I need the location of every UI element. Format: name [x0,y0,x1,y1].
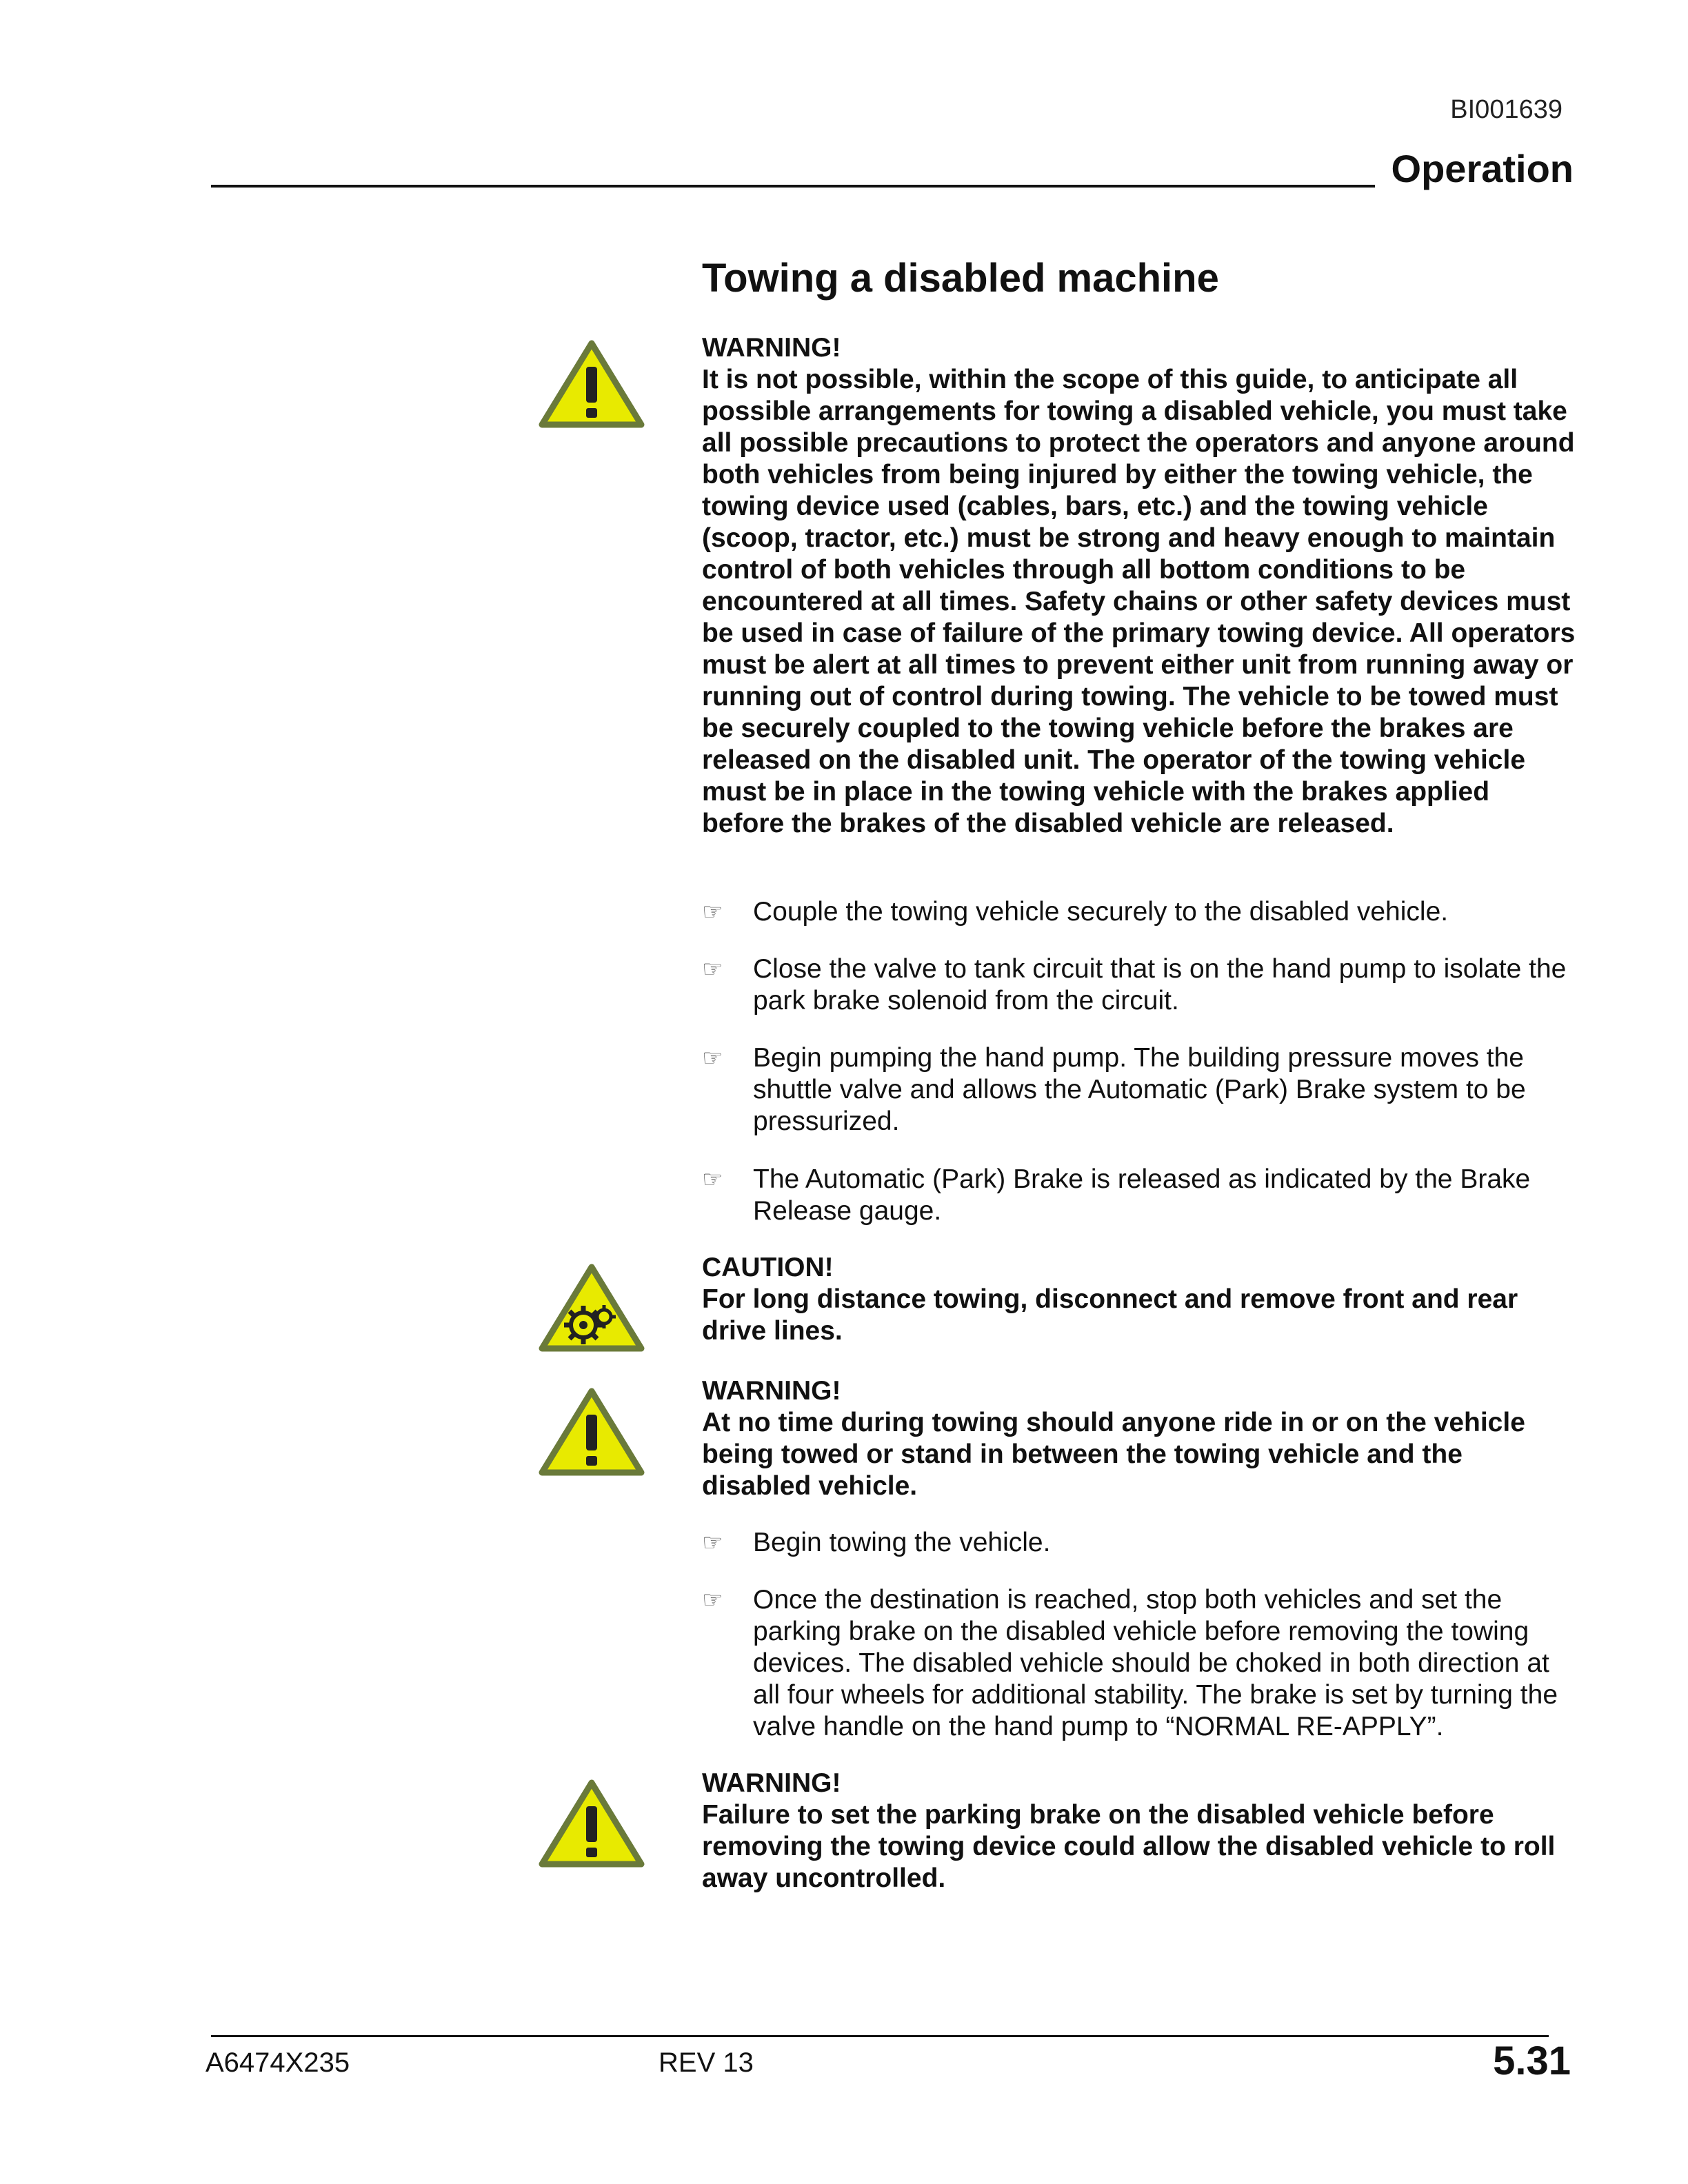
step-text: Once the destination is reached, stop both vehicles and set the parking brake on the disabled vehicle before removing the towing devices. The disabled vehicle should be choked in both direction at all four wheels for additional stability. The brake is set by turning the valve handle on the hand pump to “NORMAL RE-APPLY”. [753,1585,1558,1741]
warning-label: WARNING! [702,1768,841,1798]
pointing-hand-icon: ☞ [702,899,723,925]
warning-notice-3 [702,1768,1578,1894]
header-rule [211,185,1375,188]
step-item [702,1042,1578,1138]
step-item [702,1527,1578,1559]
footer-revision: REV 13 [659,2048,754,2078]
pointing-hand-icon: ☞ [702,956,723,982]
section-title: Operation [1391,147,1574,190]
warning-triangle-icon [538,1779,645,1871]
warning-label: WARNING! [702,333,841,363]
pointing-hand-icon: ☞ [702,1587,723,1613]
pointing-hand-icon: ☞ [702,1045,723,1071]
warning-triangle-icon [538,339,645,432]
page-title: Towing a disabled machine [702,256,1219,301]
warning-text: Failure to set the parking brake on the disabled vehicle before removing the towing device could allow the disabled vehicle to roll away uncontrolled. [702,1800,1556,1893]
warning-label: WARNING! [702,1376,841,1406]
pointing-hand-icon: ☞ [702,1530,723,1556]
page-number: 5.31 [1493,2039,1571,2083]
step-item [702,1584,1578,1743]
warning-notice-1 [702,332,1578,840]
step-text: Close the valve to tank circuit that is on the hand pump to isolate the park brake solenoid from the circuit. [753,954,1567,1015]
caution-notice [702,1252,1578,1347]
warning-text: At no time during towing should anyone ride in or on the vehicle being towed or stand in between the towing vehicle and the disabled vehicle. [702,1408,1525,1501]
pointing-hand-icon: ☞ [702,1166,723,1193]
warning-notice-2 [702,1375,1578,1502]
step-item [702,896,1578,928]
step-text: Couple the towing vehicle securely to the disabled vehicle. [753,897,1449,927]
step-item [702,953,1578,1017]
caution-gear-icon [538,1263,645,1355]
caution-text: For long distance towing, disconnect and remove front and rear drive lines. [702,1284,1518,1346]
footer-doc-number: A6474X235 [205,2048,350,2078]
step-text: The Automatic (Park) Brake is released as indicated by the Brake Release gauge. [753,1164,1531,1226]
step-item [702,1164,1578,1227]
warning-triangle-icon [538,1387,645,1479]
step-text: Begin towing the vehicle. [753,1528,1051,1557]
footer-rule [211,2035,1549,2037]
document-id: BI001639 [1450,95,1563,124]
caution-label: CAUTION! [702,1253,834,1282]
warning-text: It is not possible, within the scope of this guide, to anticipate all possible arrangements for towing a disabled vehicle, you must take all possible precautions to protect the operators and anyone around both vehicles from being injured by either the towing vehicle, the towing device used (cables, bars, etc.) and the towing vehicle (scoop, tractor, etc.) must be strong and heavy enough to maintain control of both vehicles through all bottom conditions to be encountered at all times. Safety chains or other safety devices must be used in case of failure of the primary towing device. All operators must be alert at all times to prevent either unit from running away or running out of control during towing. The vehicle to be towed must be securely coupled to the towing vehicle before the brakes are released on the disabled unit. The operator of the towing vehicle must be in place in the towing vehicle with the brakes applied before the brakes of the disabled vehicle are released. [702,365,1576,838]
step-text: Begin pumping the hand pump. The building pressure moves the shuttle valve and allows the Automatic (Park) Brake system to be pressurized. [753,1043,1526,1136]
